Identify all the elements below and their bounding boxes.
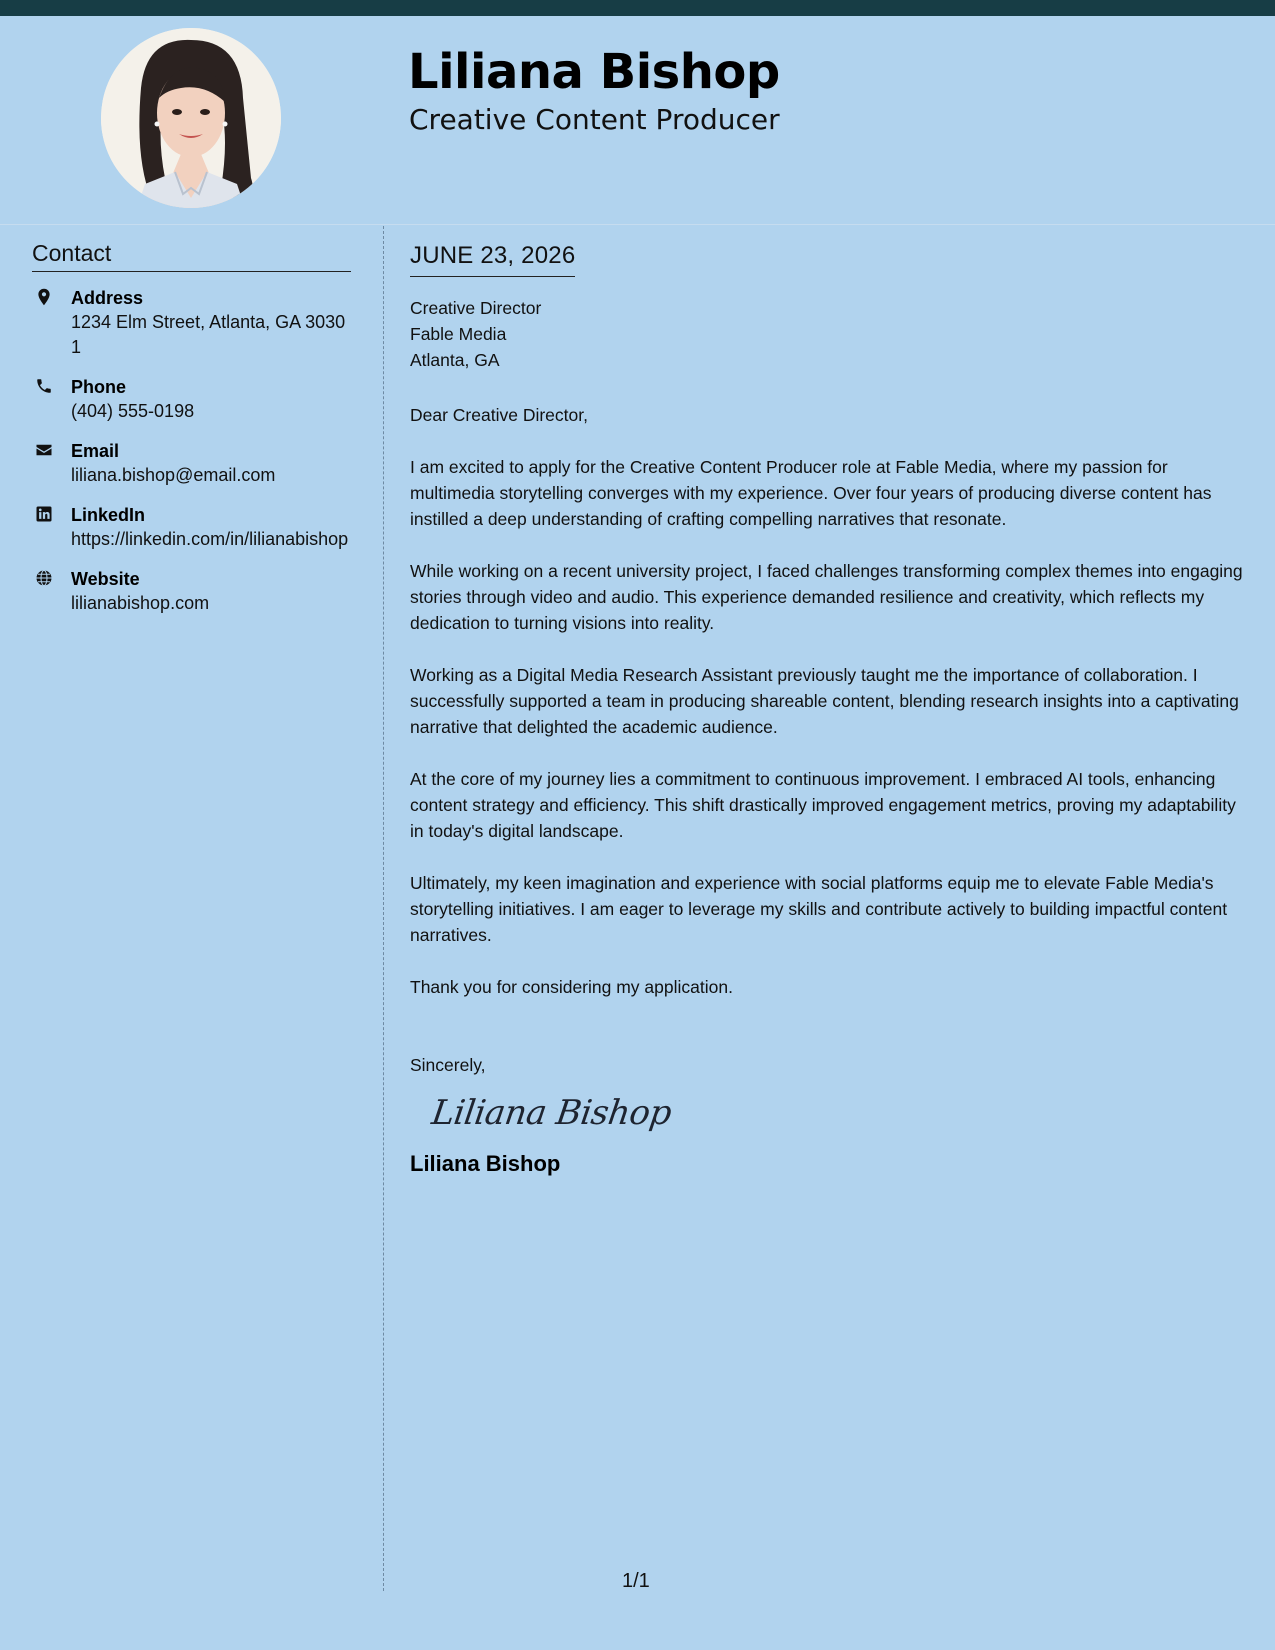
- contact-label: Website: [71, 569, 140, 589]
- contact-value[interactable]: https://linkedin.com/in/lilianabishop: [71, 529, 349, 549]
- contact-label: Address: [71, 288, 144, 308]
- profile-photo: [101, 28, 281, 208]
- letter-body: [410, 240, 1250, 1177]
- letter-paragraph: I am excited to apply for the Creative Content Producer role at Fable Media, where my passion for multimedia storytelling converges with my experience. Over four years of producing diverse content has instilled a deep understanding of crafting compelling narratives that resonate.: [410, 457, 1212, 529]
- recipient-line: Creative Director: [410, 298, 542, 318]
- phone-icon: [35, 377, 53, 395]
- page-number: 1/1: [622, 1570, 650, 1592]
- letter-paragraph: Ultimately, my keen imagination and experience with social platforms equip me to elevate Fable Media's storytelling initiatives. I am eager to leverage my skills and contribute actively to building impactful content narratives.: [410, 873, 1228, 945]
- contact-item-linkedin: [32, 503, 352, 552]
- contact-list: [32, 286, 352, 616]
- contact-label: Phone: [71, 377, 127, 397]
- closing: Sincerely,: [410, 1055, 486, 1075]
- linkedin-icon: [35, 505, 53, 523]
- contact-heading: Contact: [32, 240, 351, 272]
- recipient-line: Fable Media: [410, 324, 507, 344]
- envelope-icon: [35, 441, 53, 459]
- top-accent-bar: [0, 0, 1275, 16]
- contact-item-address: [32, 286, 352, 360]
- contact-item-website: [32, 567, 352, 616]
- handwritten-signature: Liliana Bishop: [429, 1093, 674, 1133]
- column-divider: [383, 226, 384, 1591]
- location-pin-icon: [35, 288, 53, 306]
- contact-value: (404) 555-0198: [71, 401, 195, 421]
- recipient-line: Atlanta, GA: [410, 350, 500, 370]
- contact-sidebar: [32, 240, 352, 631]
- header: [0, 16, 1275, 225]
- letter-date: JUNE 23, 2026: [410, 240, 575, 277]
- letter-paragraph: While working on a recent university project, I faced challenges transforming complex themes into engaging stories through video and audio. This experience demanded resilience and creativity, which reflects my dedication to turning visions into reality.: [410, 561, 1243, 633]
- contact-value: 1234 Elm Street, Atlanta, GA 30301: [71, 312, 346, 357]
- contact-label: Email: [71, 441, 120, 461]
- letter-paragraph: Thank you for considering my application.: [410, 977, 733, 997]
- contact-value[interactable]: lilianabishop.com: [71, 593, 210, 613]
- candidate-name: Liliana Bishop: [408, 44, 780, 100]
- contact-item-phone: [32, 375, 352, 424]
- contact-item-email: [32, 439, 352, 488]
- candidate-title: Creative Content Producer: [409, 103, 780, 136]
- contact-label: LinkedIn: [71, 505, 146, 525]
- letter-paragraph: At the core of my journey lies a commitment to continuous improvement. I embraced AI tools, enhancing content strategy and efficiency. This shift drastically improved engagement metrics, proving my adaptability in today's digital landscape.: [410, 769, 1236, 841]
- contact-value[interactable]: liliana.bishop@email.com: [71, 465, 276, 485]
- signer-name: Liliana Bishop: [410, 1151, 561, 1176]
- globe-icon: [35, 569, 53, 587]
- salutation: Dear Creative Director,: [410, 405, 588, 425]
- recipient-block: [410, 295, 1250, 373]
- letter-paragraph: Working as a Digital Media Research Assistant previously taught me the importance of collaboration. I successfully supported a team in producing shareable content, blending research insights into a captivating narrative that delighted the academic audience.: [410, 665, 1239, 737]
